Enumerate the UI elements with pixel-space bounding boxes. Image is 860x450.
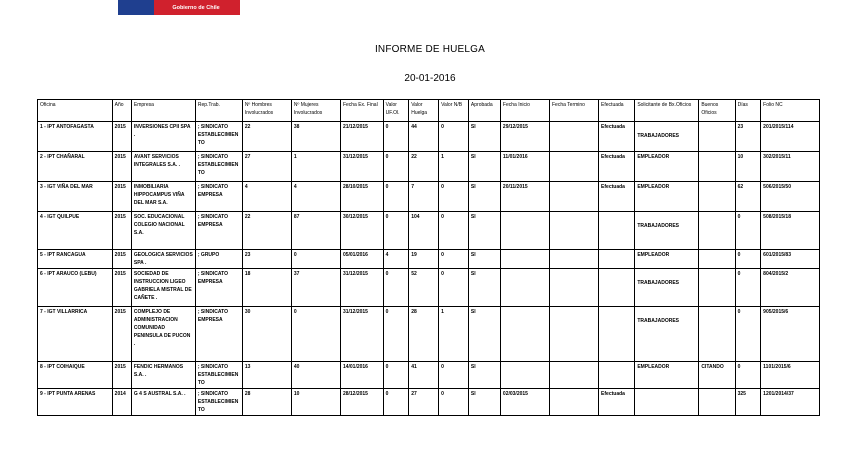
table-cell: EMPLEADOR — [635, 182, 699, 212]
table-cell: ; SINDICATO EMPRESA — [195, 212, 242, 250]
table-cell: 804/2015/2 — [761, 269, 820, 307]
table-cell: 8 - IPT COIHAIQUE — [38, 362, 113, 389]
column-header: Folio NC — [761, 100, 820, 122]
table-cell: 0 — [439, 269, 469, 307]
table-cell — [699, 389, 735, 416]
table-cell — [549, 269, 598, 307]
table-cell — [599, 250, 635, 269]
column-header: Año — [112, 100, 131, 122]
table-row — [38, 389, 820, 416]
table-cell — [699, 182, 735, 212]
table-cell: 0 — [383, 212, 409, 250]
table-cell: 0 — [439, 182, 469, 212]
table-cell: INMOBILIARIA HIPPOCAMPUS VIÑA DEL MAR S.A. — [131, 182, 195, 212]
table-cell — [599, 307, 635, 362]
table-cell: COMPLEJO DE ADMINISTRACION COMUNIDAD PENINSULA DE PUCON . — [131, 307, 195, 362]
table-cell: 22 — [242, 212, 291, 250]
table-cell: 7 — [409, 182, 439, 212]
table-cell: 0 — [291, 250, 340, 269]
table-cell — [635, 269, 699, 307]
table-cell: 9 - IPT PUNTA ARENAS — [38, 389, 113, 416]
table-cell: 2014 — [112, 389, 131, 416]
table-cell: 23 — [242, 250, 291, 269]
table-cell: 10 — [291, 389, 340, 416]
table-cell: 14/01/2016 — [340, 362, 383, 389]
table-cell: 29/12/2015 — [500, 122, 549, 152]
table-cell: ; SINDICATO ESTABLECIMIENTO — [195, 389, 242, 416]
table-cell: 52 — [409, 269, 439, 307]
table-cell: 20/11/2015 — [500, 182, 549, 212]
table-cell: ; SINDICATO ESTABLECIMIENTO — [195, 362, 242, 389]
table-cell: 0 — [439, 122, 469, 152]
table-cell — [699, 212, 735, 250]
table-cell: 27 — [409, 389, 439, 416]
table-cell: 3 - IGT VIÑA DEL MAR — [38, 182, 113, 212]
table-cell: 10 — [735, 152, 761, 182]
table-cell: 0 — [383, 307, 409, 362]
table-cell: 1 - IPT ANTOFAGASTA — [38, 122, 113, 152]
table-cell: ; SINDICATO EMPRESA — [195, 182, 242, 212]
table-row — [38, 212, 820, 250]
table-cell: 19 — [409, 250, 439, 269]
table-cell: 2015 — [112, 250, 131, 269]
cell-text: TRABAJADORES — [637, 133, 679, 139]
table-cell: EMPLEADOR — [635, 250, 699, 269]
table-cell: 4 — [383, 250, 409, 269]
table-cell — [549, 152, 598, 182]
cell-text: TRABAJADORES — [637, 223, 679, 229]
column-header: Fecha Ex. Final — [340, 100, 383, 122]
table-cell: 201/2015/114 — [761, 122, 820, 152]
table-cell: ; SINDICATO ESTABLECIMIENTO — [195, 152, 242, 182]
table-cell: 2015 — [112, 212, 131, 250]
table-cell: 0 — [383, 152, 409, 182]
column-header: Buenos Oficios — [699, 100, 735, 122]
table-cell: SI — [468, 307, 500, 362]
table-cell: 508/2015/18 — [761, 212, 820, 250]
table-cell: 31/12/2015 — [340, 307, 383, 362]
table-cell: 1 — [439, 152, 469, 182]
table-cell: EMPLEADOR — [635, 362, 699, 389]
column-header: Empresa — [131, 100, 195, 122]
logo-blue-block — [118, 0, 154, 15]
column-header: Valor Huelga — [409, 100, 439, 122]
table-cell: 28 — [409, 307, 439, 362]
table-cell: 22 — [242, 122, 291, 152]
table-cell — [500, 362, 549, 389]
table-cell: 0 — [735, 362, 761, 389]
table-cell: SI — [468, 122, 500, 152]
table-cell: ; GRUPO — [195, 250, 242, 269]
report-title: INFORME DE HUELGA — [374, 44, 486, 55]
table-cell: 1201/2014/37 — [761, 389, 820, 416]
column-header: Efectuada — [599, 100, 635, 122]
table-row — [38, 182, 820, 212]
table-cell: 40 — [291, 362, 340, 389]
table-cell: 0 — [291, 307, 340, 362]
table-cell: 104 — [409, 212, 439, 250]
table-cell: 44 — [409, 122, 439, 152]
table-row — [38, 269, 820, 307]
table-body — [38, 122, 820, 416]
table-cell: 28/12/2015 — [340, 389, 383, 416]
table-cell: 02/03/2015 — [500, 389, 549, 416]
table-cell: SI — [468, 250, 500, 269]
table-cell: 0 — [439, 389, 469, 416]
table-cell: Efectuada — [599, 152, 635, 182]
table-cell: 0 — [383, 269, 409, 307]
table-cell: 30/12/2015 — [340, 212, 383, 250]
column-header: Solicitante de Bx.Oficios — [635, 100, 699, 122]
table-cell: G 4 S AUSTRAL S.A. . — [131, 389, 195, 416]
table-cell — [500, 250, 549, 269]
table-cell: 5 - IPT RANCAGUA — [38, 250, 113, 269]
gobierno-logo — [118, 0, 240, 15]
table-cell: 6 - IPT ARAUCO (LEBU) — [38, 269, 113, 307]
report-date: 20-01-2016 — [404, 73, 456, 84]
table-cell: 1 — [439, 307, 469, 362]
table-cell: 23 — [735, 122, 761, 152]
table-cell: 2015 — [112, 269, 131, 307]
table-cell: 31/12/2015 — [340, 269, 383, 307]
table-cell: 2015 — [112, 362, 131, 389]
table-cell: 4 — [242, 182, 291, 212]
table-cell — [500, 269, 549, 307]
table-cell — [699, 269, 735, 307]
table-cell: SI — [468, 389, 500, 416]
table-cell: 62 — [735, 182, 761, 212]
table-cell: SOCIEDAD DE INSTRUCCION LIGEO GABRIELA MISTRAL DE CAÑETE . — [131, 269, 195, 307]
column-header: Valor N/B — [439, 100, 469, 122]
column-header: Fecha Inicio — [500, 100, 549, 122]
column-header: Nº Hombres Involucrados — [242, 100, 291, 122]
table-cell — [699, 122, 735, 152]
table-cell — [549, 362, 598, 389]
column-header: Aprobada — [468, 100, 500, 122]
table-cell: Efectuada — [599, 122, 635, 152]
table-header-row — [38, 100, 820, 122]
column-header: Nº Mujeres Involucrados — [291, 100, 340, 122]
table-cell: 38 — [291, 122, 340, 152]
table-cell: 11/01/2016 — [500, 152, 549, 182]
table-row — [38, 250, 820, 269]
table-cell: SI — [468, 212, 500, 250]
table-cell — [549, 212, 598, 250]
table-cell: 0 — [735, 307, 761, 362]
table-cell: 87 — [291, 212, 340, 250]
table-cell — [635, 307, 699, 362]
table-cell: SI — [468, 362, 500, 389]
table-cell: 0 — [383, 122, 409, 152]
table-cell: 30 — [242, 307, 291, 362]
table-cell: SOC. EDUCACIONAL COLEGIO NACIONAL S.A. — [131, 212, 195, 250]
table-cell — [599, 269, 635, 307]
table-cell — [699, 250, 735, 269]
table-cell: AVANT SERVICIOS INTEGRALES S.A. . — [131, 152, 195, 182]
table-cell: 37 — [291, 269, 340, 307]
table-cell: 1 — [291, 152, 340, 182]
table-cell — [699, 152, 735, 182]
column-header: Oficina — [38, 100, 113, 122]
table-row — [38, 307, 820, 362]
table-cell: 0 — [439, 362, 469, 389]
table-cell — [699, 307, 735, 362]
column-header: Días — [735, 100, 761, 122]
table-cell: 0 — [383, 389, 409, 416]
table-cell — [500, 307, 549, 362]
table-cell — [549, 389, 598, 416]
table-cell — [549, 182, 598, 212]
table-cell: 28/10/2015 — [340, 182, 383, 212]
table-cell: 2015 — [112, 122, 131, 152]
table-cell: 601/2015/83 — [761, 250, 820, 269]
table-cell: CITANDO — [699, 362, 735, 389]
table-cell — [599, 362, 635, 389]
table-cell: 21/12/2015 — [340, 122, 383, 152]
logo-text: Gobierno de Chile — [172, 5, 220, 11]
table-cell: Efectuada — [599, 389, 635, 416]
table-cell: 0 — [383, 362, 409, 389]
table-row — [38, 362, 820, 389]
table-cell: 325 — [735, 389, 761, 416]
table-cell: SI — [468, 152, 500, 182]
table-cell — [599, 212, 635, 250]
table-cell: 905/2015/6 — [761, 307, 820, 362]
table-cell: GEOLOGICA SERVICIOS SPA . — [131, 250, 195, 269]
table-cell: 2 - IPT CHAÑARAL — [38, 152, 113, 182]
table-cell: 0 — [735, 269, 761, 307]
table-cell: 0 — [735, 212, 761, 250]
table-cell — [635, 122, 699, 152]
table-cell: 2015 — [112, 182, 131, 212]
table-cell: Efectuada — [599, 182, 635, 212]
table-row — [38, 122, 820, 152]
table-cell: EMPLEADOR — [635, 152, 699, 182]
strike-report-table — [37, 99, 820, 416]
table-cell: 1101/2015/6 — [761, 362, 820, 389]
table-cell: 506/2015/50 — [761, 182, 820, 212]
table-cell: ; SINDICATO EMPRESA — [195, 307, 242, 362]
table-cell: 0 — [439, 212, 469, 250]
table-cell: 4 - IGT QUILPUE — [38, 212, 113, 250]
column-header: Valor UF.Ol. — [383, 100, 409, 122]
table-cell: 2015 — [112, 307, 131, 362]
column-header: Rep.Trab. — [195, 100, 242, 122]
table-cell: 28 — [242, 389, 291, 416]
table-cell: 2015 — [112, 152, 131, 182]
table-cell — [500, 212, 549, 250]
table-cell — [549, 122, 598, 152]
column-header: Fecha Termino — [549, 100, 598, 122]
table-cell: ; SINDICATO ESTABLECIMIENTO — [195, 122, 242, 152]
table-cell: INVERSIONES CPII SPA . — [131, 122, 195, 152]
table-cell: 0 — [383, 182, 409, 212]
table-cell: ; SINDICATO EMPRESA — [195, 269, 242, 307]
table-cell: 0 — [439, 250, 469, 269]
table-cell: 41 — [409, 362, 439, 389]
table-cell: 0 — [735, 250, 761, 269]
table-cell — [549, 250, 598, 269]
cell-text: TRABAJADORES — [637, 280, 679, 286]
table-row — [38, 152, 820, 182]
table-cell: 4 — [291, 182, 340, 212]
table-cell — [549, 307, 598, 362]
table-cell: SI — [468, 182, 500, 212]
table-cell — [635, 212, 699, 250]
table-cell — [635, 389, 699, 416]
table-cell: FENDIC HERMANOS S.A. . — [131, 362, 195, 389]
table-cell: 7 - IGT VILLARRICA — [38, 307, 113, 362]
table-cell: 05/01/2016 — [340, 250, 383, 269]
table-cell: 27 — [242, 152, 291, 182]
table-cell: 31/12/2015 — [340, 152, 383, 182]
table-cell: SI — [468, 269, 500, 307]
table-cell: 22 — [409, 152, 439, 182]
table-cell: 18 — [242, 269, 291, 307]
table-cell: 302/2015/11 — [761, 152, 820, 182]
cell-text: TRABAJADORES — [637, 318, 679, 324]
table-cell: 13 — [242, 362, 291, 389]
